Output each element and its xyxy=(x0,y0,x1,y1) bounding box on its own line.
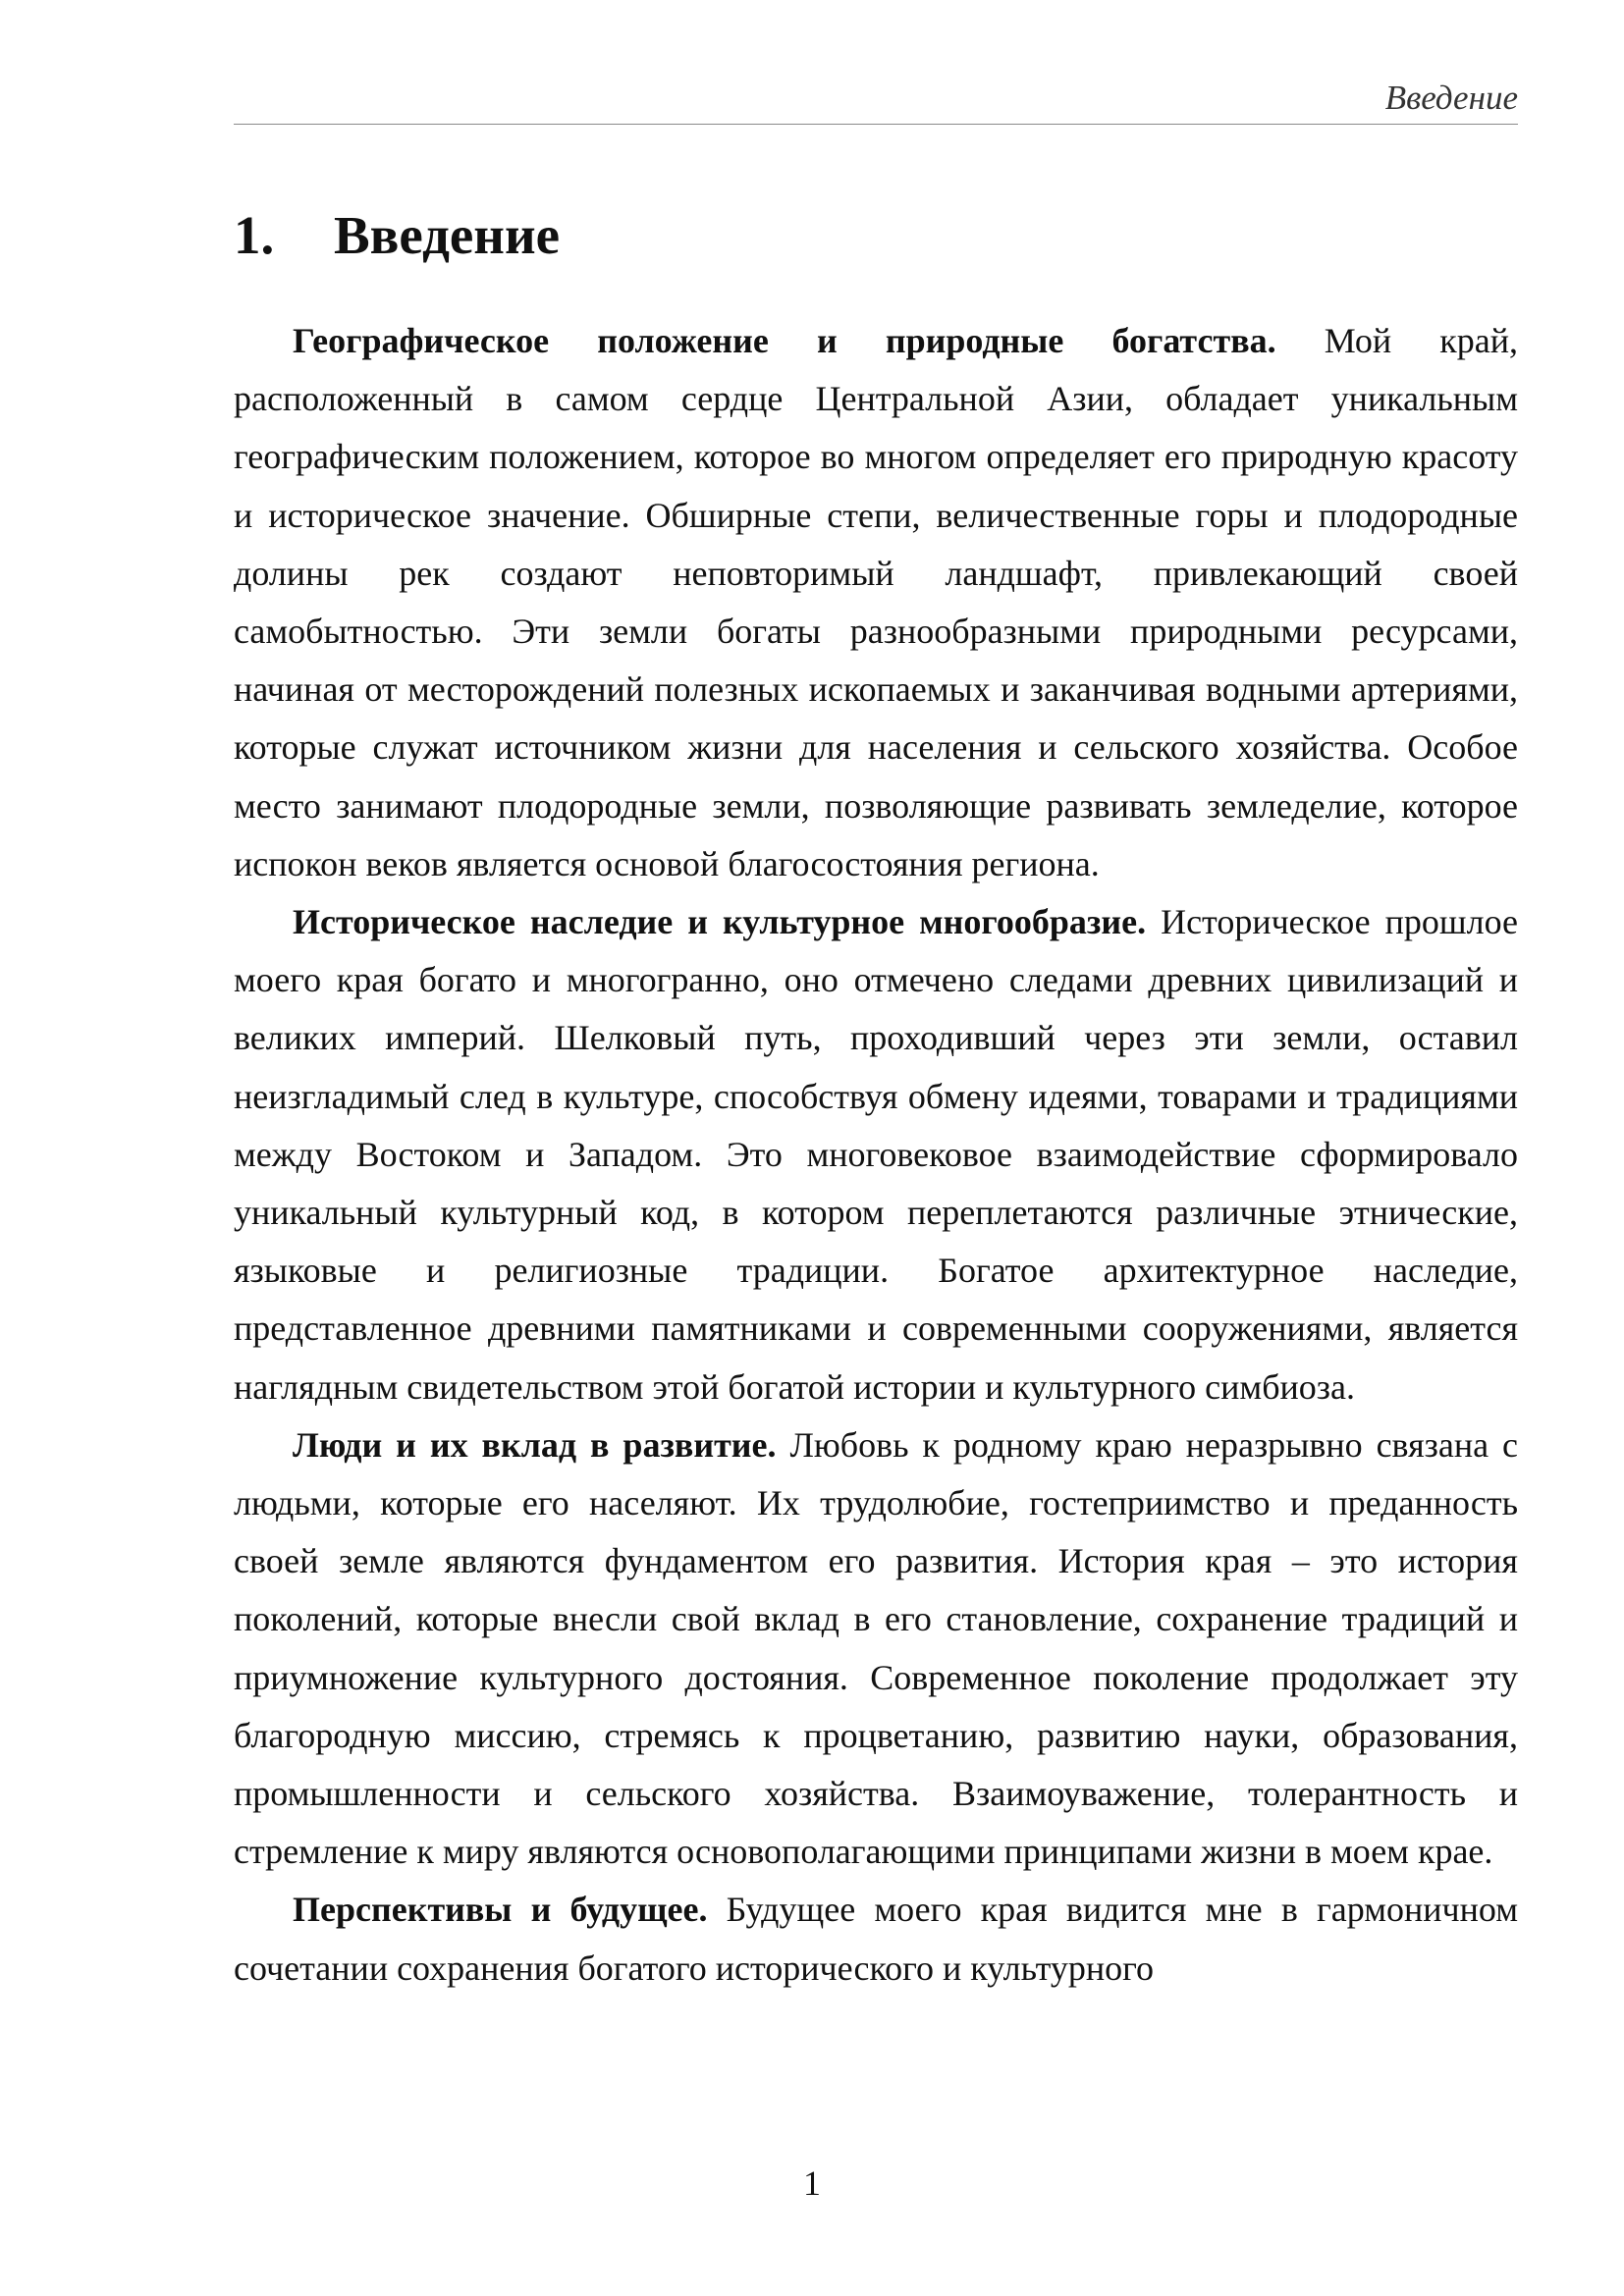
paragraph-text: Любовь к родному краю неразрывно связана с людьми, которые его населяют. Их трудолюбие, гостеприимство и преданность своей земле являются фундаментом его развития. История края – это история поколений, которые внесли свой вклад в его становление, сохранение традиций и приумножение культурного достояния. Современное поколение продолжает эту благородную миссию, стремясь к процветанию, развитию науки, образования, промышленности и сельского хозяйства. Взаимоуважение, толерантность и стремление к миру являются основополагающими принципами жизни в моем крае. xyxy=(234,1424,1518,1872)
running-header xyxy=(234,73,1518,125)
paragraph-text: Мой край, расположенный в самом сердце Центральной Азии, обладает уникальным географическим положением, которое во многом определяет его природную красоту и историческое значение. Обширные степи, величественные горы и плодородные долины рек создают неповторимый ландшафт, привлекающий своей самобытностью. Эти земли богаты разнообразными природными ресурсами, начиная от месторождений полезных ископаемых и заканчивая водными артериями, которые служат источником жизни для населения и сельского хозяйства. Особое место занимают плодородные земли, позволяющие развивать земледелие, которое испокон веков является основой благосостояния региона. xyxy=(234,321,1518,883)
paragraph-title: Географическое положение и природные богатства. xyxy=(293,321,1276,360)
paragraph-heritage xyxy=(234,893,1518,1416)
paragraph-geography xyxy=(234,312,1518,893)
running-header-title: Введение xyxy=(1384,79,1518,117)
paragraph-future xyxy=(234,1881,1518,1997)
chapter-heading xyxy=(234,201,560,270)
paragraph-title: Люди и их вклад в развитие. xyxy=(293,1424,777,1465)
paragraph-title: Перспективы и будущее. xyxy=(293,1890,708,1930)
body-text xyxy=(234,312,1518,1998)
paragraph-text: Будущее моего края видится мне в гармоничном сочетании сохранения богатого исторического и культурного xyxy=(234,1890,1518,1988)
paragraph-text: Историческое прошлое моего края богато и многогранно, оно отмечено следами древних цивилизаций и великих империй. Шелковый путь, проходивший через эти земли, оставил неизгладимый след в культуре, способствуя обмену идеями, товарами и традициями между Востоком и Западом. Это многовековое взаимодействие сформировало уникальный культурный код, в котором переплетаются различные этнические, языковые и религиозные традиции. Богатое архитектурное наследие, представленное древними памятниками и современными сооружениями, является наглядным свидетельством этой богатой истории и культурного симбиоза. xyxy=(234,902,1518,1407)
chapter-number: 1. xyxy=(234,205,275,265)
chapter-title: Введение xyxy=(334,205,561,265)
page-number: 1 xyxy=(803,2163,821,2203)
paragraph-title: Историческое наследие и культурное многообразие. xyxy=(293,902,1147,942)
paragraph-people xyxy=(234,1416,1518,1882)
